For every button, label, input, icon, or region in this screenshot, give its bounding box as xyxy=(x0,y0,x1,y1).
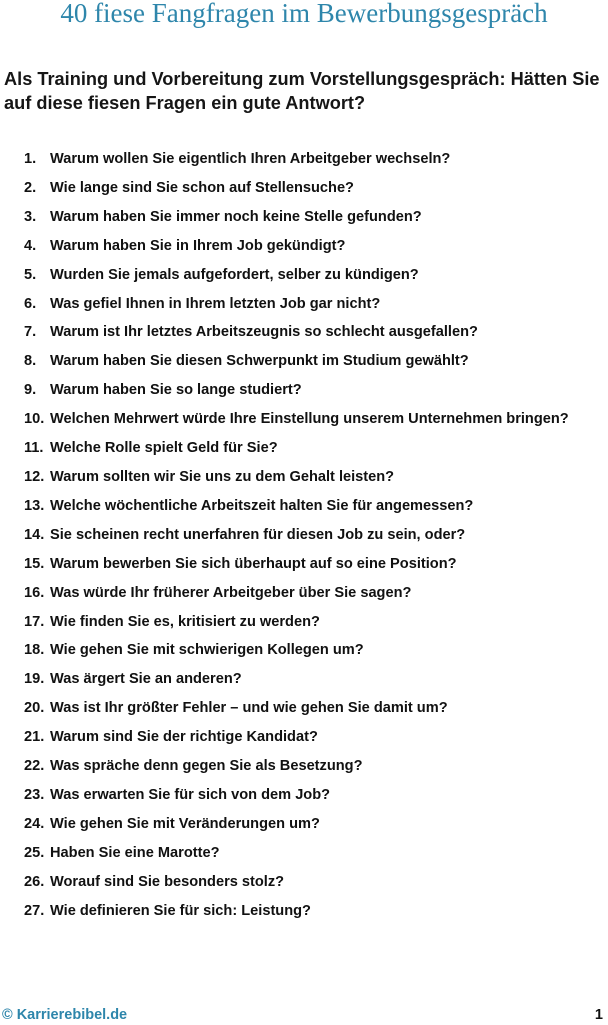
question-text: Worauf sind Sie besonders stolz? xyxy=(50,873,285,890)
question-text: Wie gehen Sie mit Veränderungen um? xyxy=(50,815,320,832)
question-item xyxy=(24,290,604,319)
question-item xyxy=(24,492,604,521)
question-text: Wie definieren Sie für sich: Leistung? xyxy=(50,902,311,919)
question-text: Sie scheinen recht unerfahren für diesen Job zu sein, oder? xyxy=(50,526,466,543)
question-item xyxy=(24,145,604,174)
question-item xyxy=(24,347,604,376)
question-item xyxy=(24,405,604,434)
question-item xyxy=(24,810,604,839)
document-subtitle: Als Training und Vorbereitung zum Vorstellungsgespräch: Hätten Sie auf diese fiesen Fragen ein gute Antwort? xyxy=(4,69,600,113)
question-number: 18. xyxy=(24,642,45,659)
question-item xyxy=(24,232,604,261)
question-number: 1. xyxy=(24,151,37,167)
question-number: 3. xyxy=(24,208,37,225)
question-text: Warum haben Sie diesen Schwerpunkt im Studium gewählt? xyxy=(50,353,469,370)
footer-copyright: © Karrierebibel.de xyxy=(2,1007,128,1023)
question-text: Welche wöchentliche Arbeitszeit halten Sie für angemessen? xyxy=(50,497,474,514)
question-text: Haben Sie eine Marotte? xyxy=(50,844,220,861)
question-item xyxy=(24,723,604,752)
question-item xyxy=(24,318,604,347)
question-number: 17. xyxy=(24,613,45,630)
question-text: Warum ist Ihr letztes Arbeitszeugnis so schlecht ausgefallen? xyxy=(50,324,478,341)
question-item xyxy=(24,636,604,665)
question-item xyxy=(24,781,604,810)
question-number: 7. xyxy=(24,324,37,341)
question-number: 20. xyxy=(24,700,45,717)
question-item xyxy=(24,203,604,232)
question-item xyxy=(24,550,604,579)
question-number: 8. xyxy=(24,353,37,370)
question-number: 25. xyxy=(24,844,45,861)
question-item xyxy=(24,376,604,405)
question-item xyxy=(24,897,604,926)
question-item xyxy=(24,839,604,868)
question-text: Wie gehen Sie mit schwierigen Kollegen um? xyxy=(50,642,364,659)
question-number: 24. xyxy=(24,815,45,832)
question-number: 27. xyxy=(24,902,45,919)
question-number: 9. xyxy=(24,382,37,399)
question-text: Wie finden Sie es, kritisiert zu werden? xyxy=(50,613,320,630)
question-number: 19. xyxy=(24,671,45,688)
question-item xyxy=(24,434,604,463)
question-item xyxy=(24,463,604,492)
question-text: Was gefiel Ihnen in Ihrem letzten Job gar nicht? xyxy=(50,295,381,312)
question-number: 6. xyxy=(24,295,37,312)
question-text: Welche Rolle spielt Geld für Sie? xyxy=(50,440,278,457)
question-item xyxy=(24,868,604,897)
question-number: 2. xyxy=(24,179,37,196)
question-item xyxy=(24,579,604,608)
question-text: Was würde Ihr früherer Arbeitgeber über Sie sagen? xyxy=(50,584,412,601)
question-text: Warum sind Sie der richtige Kandidat? xyxy=(50,729,318,746)
question-item xyxy=(24,174,604,203)
question-number: 21. xyxy=(24,729,45,746)
question-number: 14. xyxy=(24,526,45,543)
question-number: 22. xyxy=(24,758,45,775)
question-text: Warum sollten wir Sie uns zu dem Gehalt leisten? xyxy=(50,468,395,485)
question-item xyxy=(24,608,604,637)
question-item xyxy=(24,665,604,694)
question-text: Wurden Sie jemals aufgefordert, selber zu kündigen? xyxy=(50,266,419,283)
question-text: Warum haben Sie so lange studiert? xyxy=(50,382,302,399)
question-item xyxy=(24,521,604,550)
question-text: Warum wollen Sie eigentlich Ihren Arbeitgeber wechseln? xyxy=(50,151,451,167)
question-item xyxy=(24,261,604,290)
question-number: 26. xyxy=(24,873,45,890)
question-number: 11. xyxy=(24,440,44,457)
question-number: 23. xyxy=(24,786,45,803)
question-text: Wie lange sind Sie schon auf Stellensuche? xyxy=(50,179,354,196)
question-number: 5. xyxy=(24,266,37,283)
question-text: Was spräche denn gegen Sie als Besetzung? xyxy=(50,758,363,775)
page-number: 1 xyxy=(594,1007,603,1023)
question-number: 15. xyxy=(24,555,45,572)
question-text: Warum haben Sie immer noch keine Stelle gefunden? xyxy=(50,208,422,225)
question-number: 10. xyxy=(24,411,45,428)
question-text: Warum bewerben Sie sich überhaupt auf so eine Position? xyxy=(50,555,457,572)
question-list xyxy=(24,145,604,925)
document-title: 40 fiese Fangfragen im Bewerbungsgespräch xyxy=(60,0,548,28)
question-item xyxy=(24,752,604,781)
question-text: Was erwarten Sie für sich von dem Job? xyxy=(50,786,331,803)
question-number: 4. xyxy=(24,237,37,254)
question-number: 16. xyxy=(24,584,45,601)
question-text: Welchen Mehrwert würde Ihre Einstellung unserem Unternehmen bringen? xyxy=(50,411,569,428)
question-number: 12. xyxy=(24,468,45,485)
question-number: 13. xyxy=(24,497,45,514)
question-text: Warum haben Sie in Ihrem Job gekündigt? xyxy=(50,237,346,254)
question-item xyxy=(24,694,604,723)
question-text: Was ist Ihr größter Fehler – und wie gehen Sie damit um? xyxy=(50,700,448,717)
question-text: Was ärgert Sie an anderen? xyxy=(50,671,242,688)
